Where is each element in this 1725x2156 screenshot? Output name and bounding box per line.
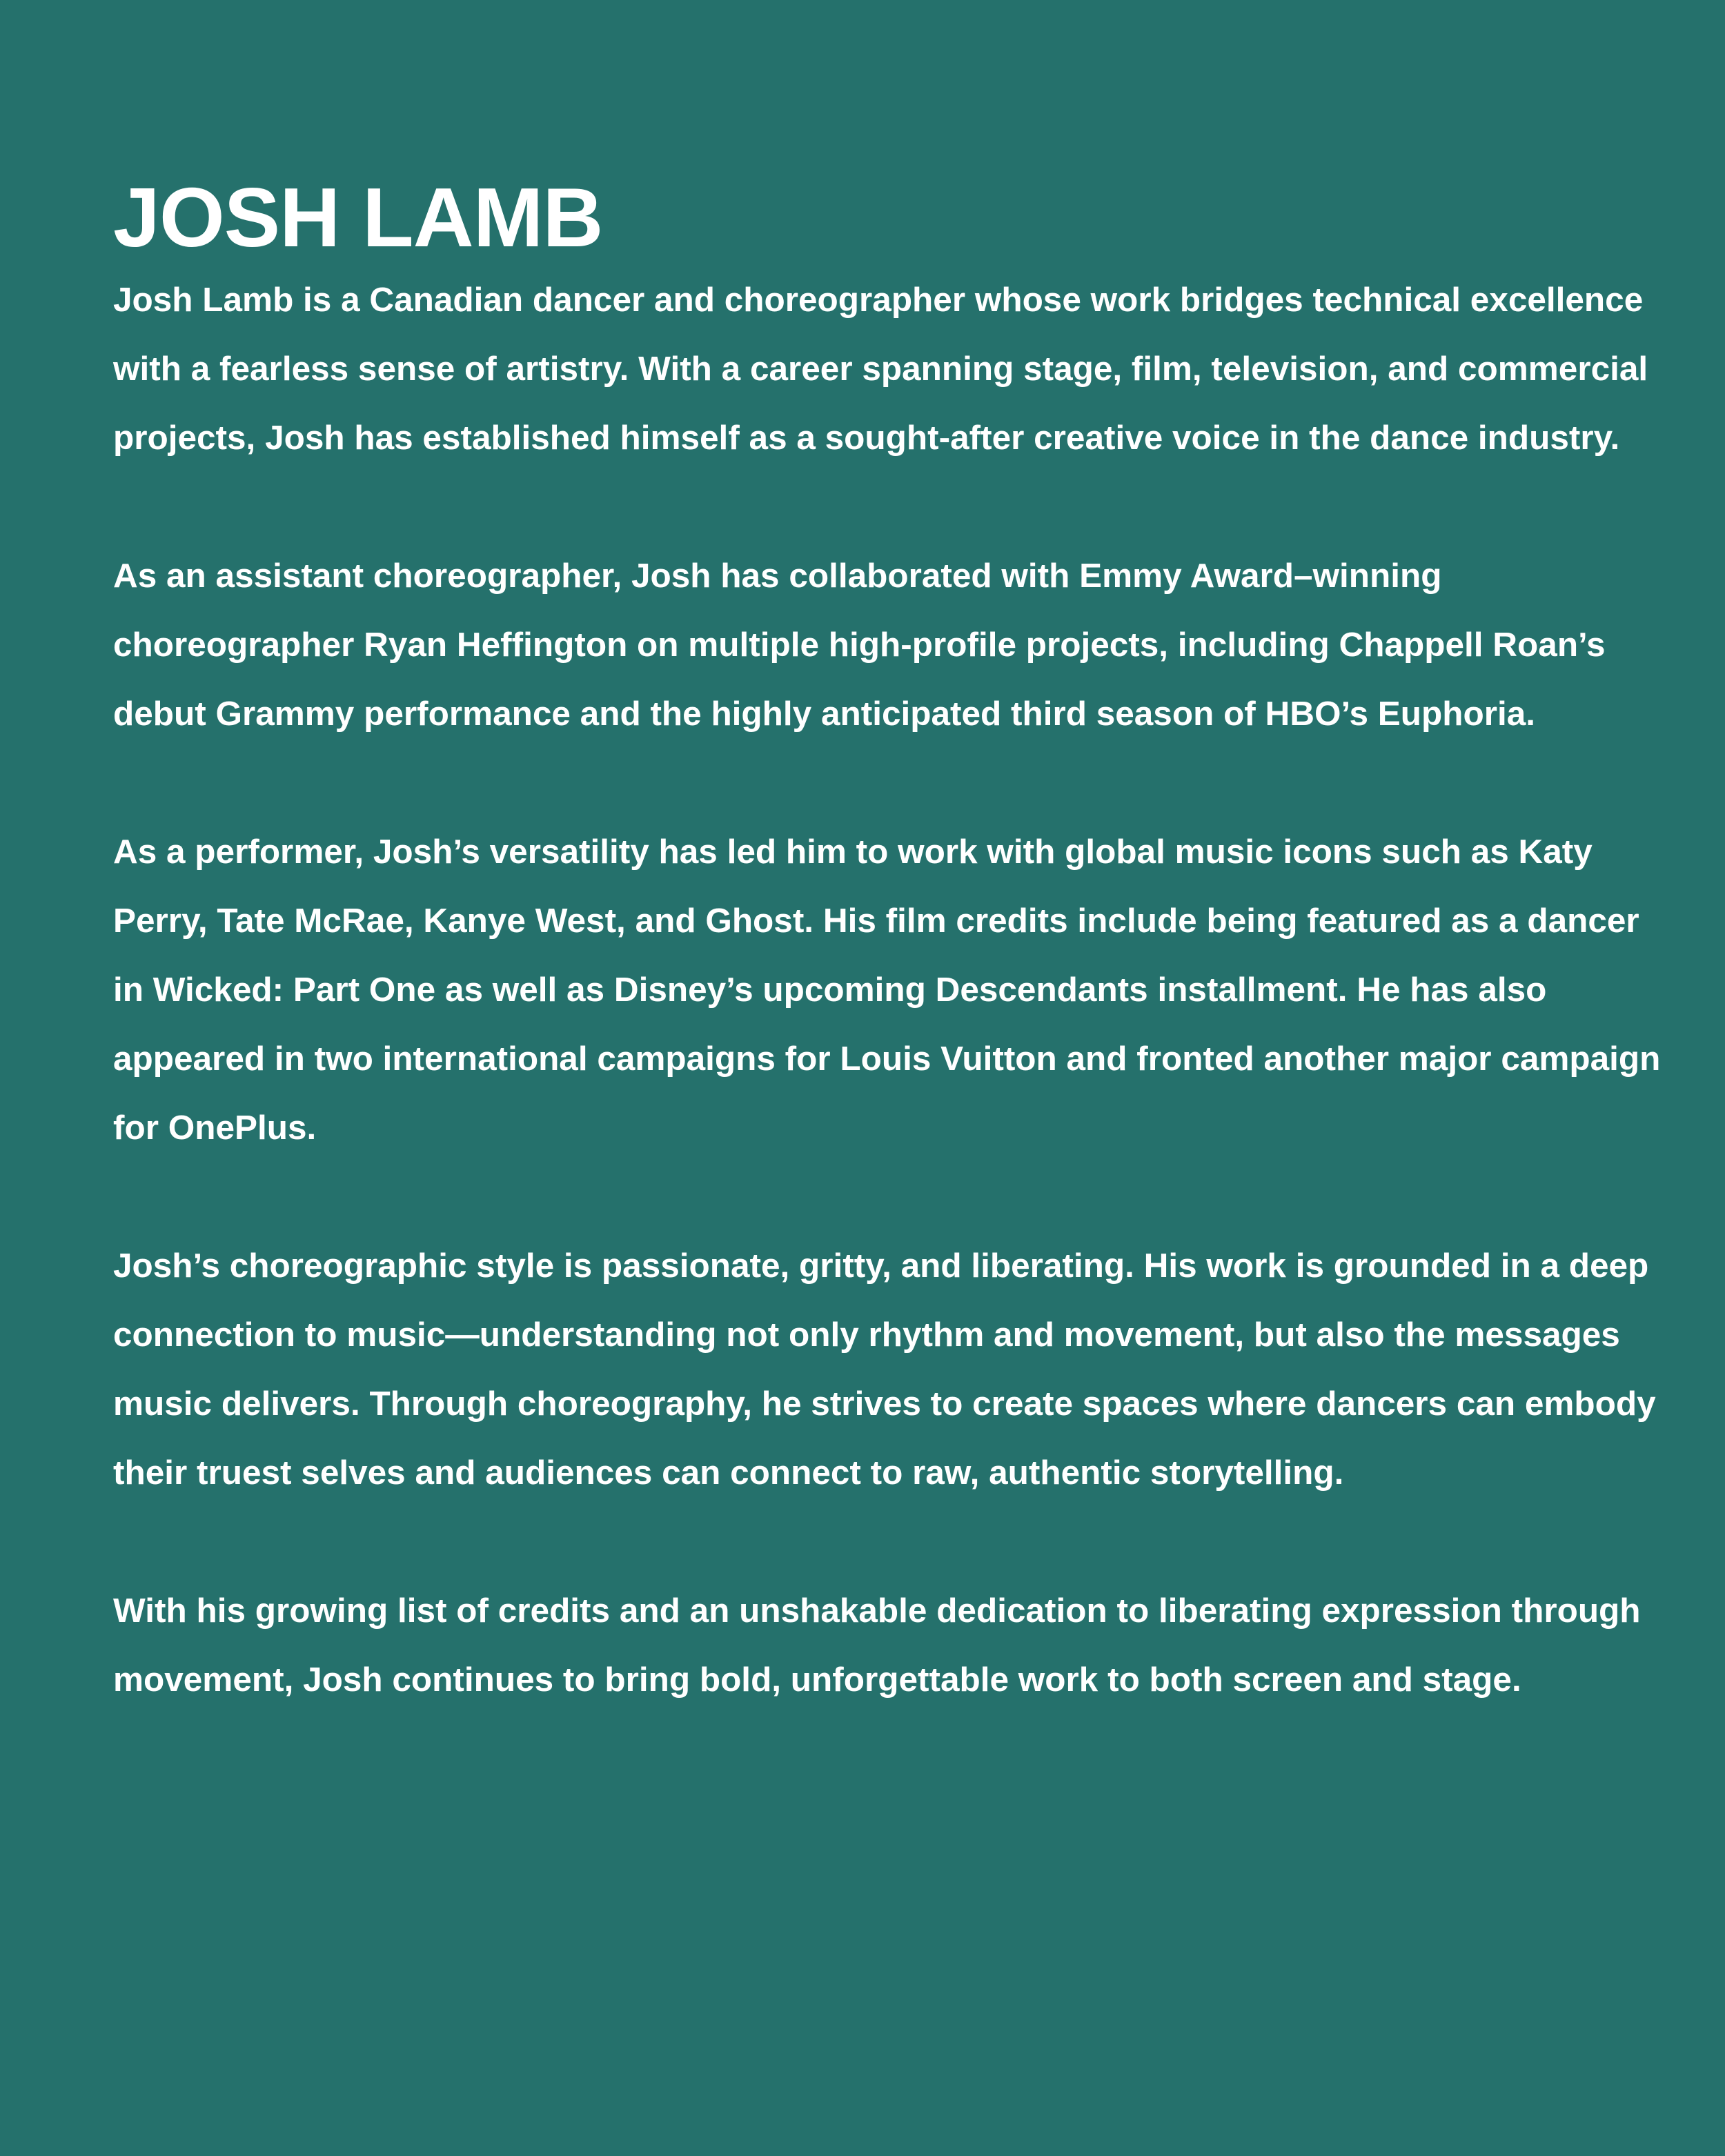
bio-paragraph-closing: With his growing list of credits and an unshakable dedication to liberating expression through movement, Josh continues to bring bold, unforgettable work to both screen and stage. (113, 1592, 1641, 1699)
bio-paragraph-performer: As a performer, Josh’s versatility has led him to work with global music icons such as Katy Perry, Tate McRae, Kanye West, and Ghost. His film credits include being featured as a dancer in Wicked: Part One as well as Disney’s upcoming Descendants installment. He has also appeared in two international campaigns for Louis Vuitton and fronted another major campaign for OnePlus. (113, 833, 1661, 1147)
bio-paragraph-choreographic-style: Josh’s choreographic style is passionate, gritty, and liberating. His work is grounded in a deep connection to music—understanding not only rhythm and movement, but also the messages music delivers. Through choreography, he strives to create spaces where dancers can embody their truest selves and audiences can connect to raw, authentic storytelling. (113, 1247, 1656, 1492)
bio-paragraph-assistant-choreographer: As an assistant choreographer, Josh has collaborated with Emmy Award–winning choreographer Ryan Heffington on multiple high-profile projects, including Chappell Roan’s debut Grammy performance and the highly anticipated third season of HBO’s Euphoria. (113, 557, 1606, 733)
page-title: JOSH LAMB (113, 170, 603, 264)
bio-paragraph-intro: Josh Lamb is a Canadian dancer and choreographer whose work bridges technical excellence with a fearless sense of artistry. With a career spanning stage, film, television, and commercial projects, Josh has established himself as a sought-after creative voice in the dance industry. (113, 281, 1648, 457)
bio-section (113, 169, 1666, 1714)
